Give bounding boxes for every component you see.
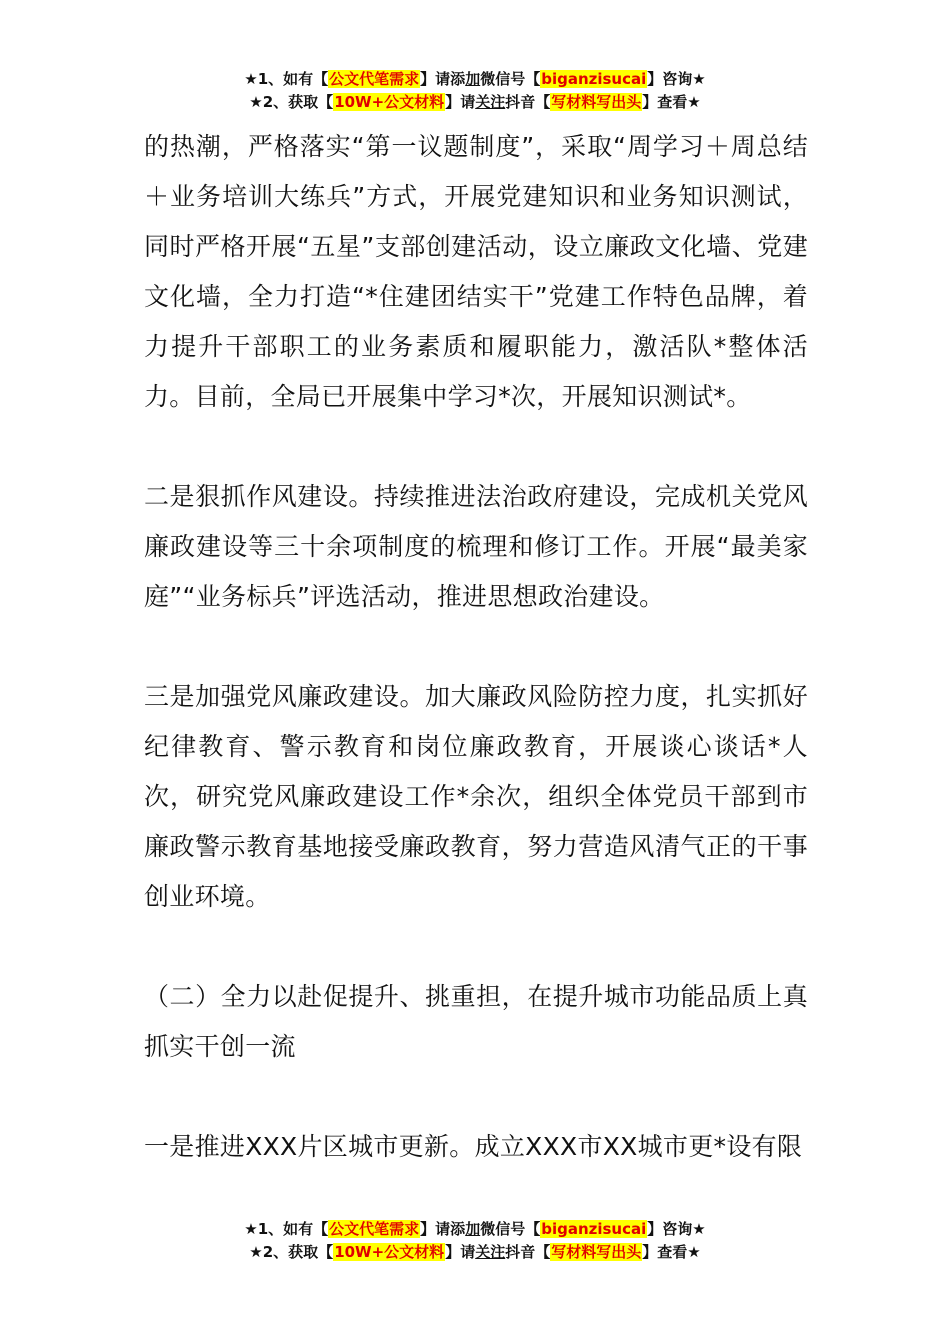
highlight-douyin: 写材料写出头 bbox=[551, 1243, 642, 1261]
paragraph-spacer bbox=[144, 922, 808, 972]
highlight-service: 公文代笔需求 bbox=[329, 70, 420, 88]
paragraph-work-style: 二是狠抓作风建设。持续推进法治政府建设，完成机关党风廉政建设等三十余项制度的梳理和修订工作。开展“最美家庭”“业务标兵”评选活动，推进思想政治建设。 bbox=[144, 482, 808, 611]
banner-text: ★2、获取【 bbox=[249, 93, 334, 111]
highlight-service: 公文代笔需求 bbox=[329, 1220, 420, 1238]
banner-text-underlined: 关注 bbox=[475, 1243, 506, 1261]
banner-text-underlined: 加 bbox=[465, 1220, 481, 1238]
highlight-douyin: 写材料写出头 bbox=[551, 93, 642, 111]
banner-text: 微信号【 bbox=[480, 70, 541, 88]
banner-text: 抖音【 bbox=[505, 93, 551, 111]
banner-text: 】咨询★ bbox=[647, 70, 706, 88]
highlight-wechat-id: biganzisucai bbox=[541, 1220, 647, 1238]
paragraph-urban-renewal: 一是推进XXX片区城市更新。成立XXX市XX城市更*设有限 bbox=[144, 1132, 803, 1161]
paragraph-spacer bbox=[144, 422, 808, 472]
banner-text: 】查看★ bbox=[642, 1243, 701, 1261]
banner-text: 】请添 bbox=[420, 70, 466, 88]
highlight-wechat-id: biganzisucai bbox=[541, 70, 647, 88]
banner-line-2 bbox=[0, 1241, 950, 1264]
banner-text: ★2、获取【 bbox=[249, 1243, 334, 1261]
section-heading: （二）全力以赴促提升、挑重担，在提升城市功能品质上真抓实干创一流 bbox=[144, 982, 808, 1061]
paragraph-spacer bbox=[144, 622, 808, 672]
highlight-materials: 10W+公文材料 bbox=[334, 93, 445, 111]
header-banner bbox=[0, 68, 950, 114]
paragraph-party-building: 的热潮，严格落实“第一议题制度”，采取“周学习＋周总结＋业务培训大练兵”方式，开展党建知识和业务知识测试，同时严格开展“五星”支部创建活动，设立廉政文化墙、党建文化墙，全力打造“*住建团结实干”党建工作特色品牌，着力提升干部职工的业务素质和履职能力，激活队*整体活力。目前，全局已开展集中学习*次，开展知识测试*。 bbox=[144, 132, 808, 411]
banner-line-2 bbox=[0, 91, 950, 114]
banner-line-1 bbox=[0, 1218, 950, 1241]
banner-text: 】请 bbox=[445, 1243, 476, 1261]
banner-text: 微信号【 bbox=[480, 1220, 541, 1238]
banner-text-underlined: 加 bbox=[465, 70, 481, 88]
banner-text: 】咨询★ bbox=[647, 1220, 706, 1238]
banner-text-underlined: 关注 bbox=[475, 93, 506, 111]
banner-text: ★1、如有【 bbox=[244, 70, 329, 88]
banner-text: ★1、如有【 bbox=[244, 1220, 329, 1238]
document-body bbox=[144, 122, 808, 1172]
banner-line-1 bbox=[0, 68, 950, 91]
paragraph-integrity: 三是加强党风廉政建设。加大廉政风险防控力度，扎实抓好纪律教育、警示教育和岗位廉政教育，开展谈心谈话*人次，研究党风廉政建设工作*余次，组织全体党员干部到市廉政警示教育基地接受廉政教育，努力营造风清气正的干事创业环境。 bbox=[144, 682, 808, 911]
footer-banner bbox=[0, 1218, 950, 1264]
highlight-materials: 10W+公文材料 bbox=[334, 1243, 445, 1261]
banner-text: 】请 bbox=[445, 93, 476, 111]
banner-text: 】查看★ bbox=[642, 93, 701, 111]
banner-text: 抖音【 bbox=[505, 1243, 551, 1261]
banner-text: 】请添 bbox=[420, 1220, 466, 1238]
paragraph-spacer bbox=[144, 1072, 808, 1122]
